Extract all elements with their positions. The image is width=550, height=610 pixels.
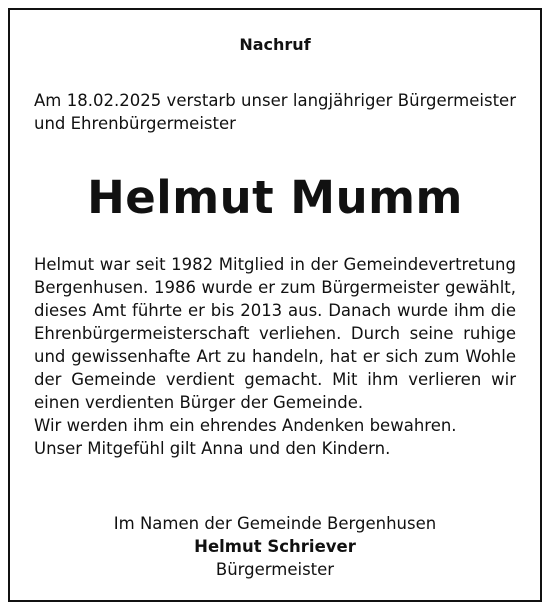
closing-line: Im Namen der Gemeinde Bergenhusen xyxy=(113,514,437,533)
obituary-heading: Nachruf xyxy=(239,35,311,54)
sympathy-line: Unser Mitgefühl gilt Anna und den Kindern. xyxy=(34,439,391,458)
remember-line: Wir werden ihm ein ehrendes Andenken bewahren. xyxy=(34,416,457,435)
intro-text: Am 18.02.2025 verstarb unser langjähriger Bürgermeister und Ehrenbürgermeister xyxy=(34,91,516,133)
signer-title: Bürgermeister xyxy=(215,560,335,579)
obituary-frame xyxy=(8,8,542,602)
body-paragraph: Helmut war seit 1982 Mitglied in der Gemeindevertretung Bergenhusen. 1986 wurde er zum Bürgermeister gewählt, dieses Amt führte er bis 2013 aus. Danach wurde ihm die Ehrenbürgermeisterschaft verliehen. Durch seine ruhige und gewissenhafte Art zu handeln, hat er sich zum Wohle der Gemeinde verdient gemacht. Mit ihm verlieren wir einen verdienten Bürger der Gemeinde. xyxy=(34,255,516,412)
obituary-body xyxy=(34,253,516,460)
deceased-name: Helmut Mumm xyxy=(87,171,463,224)
signer-name: Helmut Schriever xyxy=(194,537,356,556)
signature-block xyxy=(10,512,540,581)
